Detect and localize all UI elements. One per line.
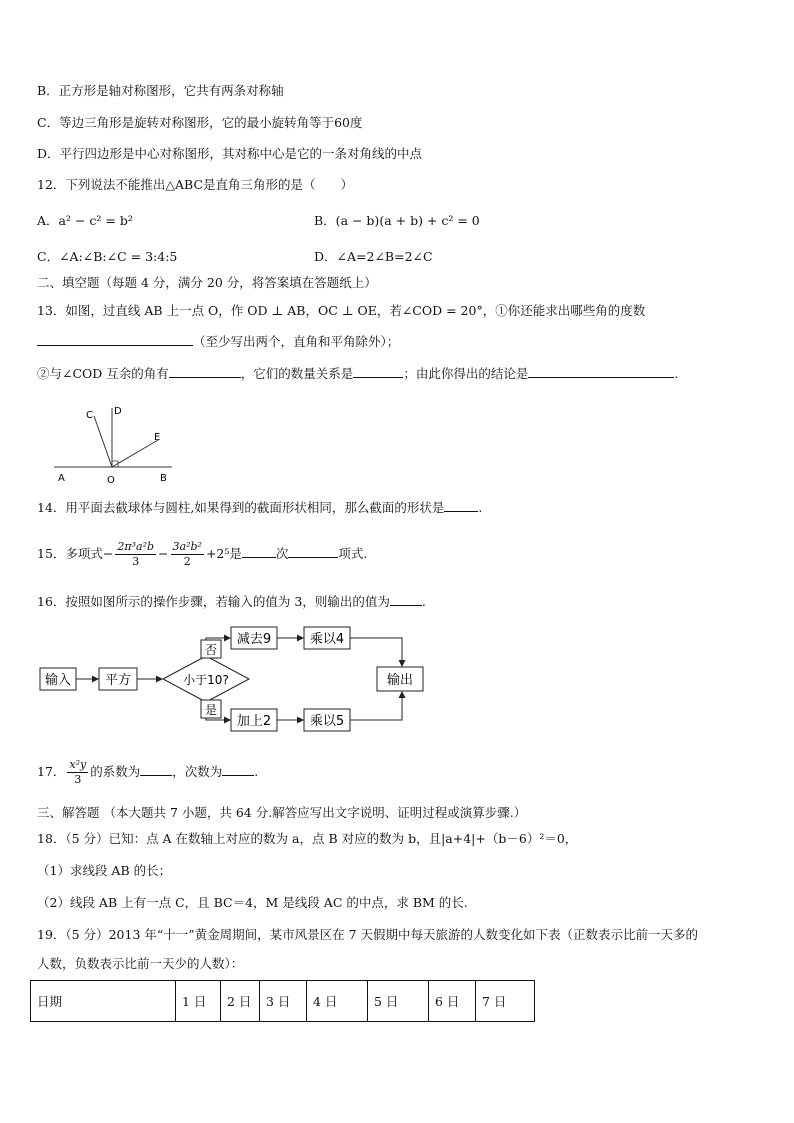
q13-line-2-text: （至少写出两个，直角和平角除外）； — [193, 334, 400, 349]
answer-blank — [222, 763, 254, 776]
label-a: A — [58, 473, 65, 484]
flow-yes-label: 是 — [204, 703, 218, 717]
q17-end: . — [254, 764, 259, 779]
table-row — [31, 981, 535, 1022]
q13-line-3d: . — [674, 366, 679, 381]
section-2-heading: 二、填空题（每题 4 分，满分 20 分，将答案填在答题纸上） — [37, 275, 377, 290]
q13-line-3b: ，它们的数量关系是 — [240, 366, 354, 381]
q16-flowchart — [30, 618, 430, 736]
table-cell: 7 日 — [476, 981, 535, 1022]
arrow — [350, 638, 402, 666]
label-d: D — [114, 406, 122, 417]
q19-line-2: 人数，负数表示比前一天少的人数）： — [37, 956, 244, 971]
section-3-heading: 三、解答题 （本大题共 7 小题，共 64 分.解答应写出文字说明、证明过程或演算步骤.） — [37, 805, 527, 820]
option-b: B．正方形是轴对称图形，它共有两条对称轴 — [37, 83, 284, 98]
q18-stem: 18．（5 分）已知：点 A 在数轴上对应的数为 a，点 B 对应的数为 b，且|a+4|+（b－6）²＝0， — [37, 831, 578, 846]
q13-line-2 — [37, 333, 399, 351]
q15-tail: +2⁵是 — [205, 546, 242, 561]
q15-end: 项式. — [338, 546, 368, 561]
fraction-numerator: 3a²b² — [172, 540, 202, 553]
ray-oc — [94, 416, 112, 467]
arrow — [350, 692, 402, 720]
fraction-numerator: x²y — [69, 758, 87, 771]
flow-no-label: 否 — [204, 643, 218, 657]
q14-text: 14．用平面去截球体与圆柱,如果得到的截面形状相同，那么截面的形状是 — [37, 500, 445, 515]
q19-table — [30, 980, 535, 1022]
fraction-denominator: 3 — [74, 773, 82, 786]
table-cell: 5 日 — [368, 981, 429, 1022]
table-cell: 2 日 — [221, 981, 260, 1022]
flow-sub9-label: 减去9 — [236, 632, 272, 647]
q13-line-3a: ②与∠COD 互余的角有 — [37, 366, 169, 381]
q16-end: . — [421, 594, 426, 609]
q12-option-b: B．(a − b)(a + b) + c² = 0 — [314, 213, 480, 228]
option-d: D．平行四边形是中心对称图形，其对称中心是它的一条对角线的中点 — [37, 146, 423, 161]
q16 — [37, 593, 426, 611]
label-c: C — [86, 410, 93, 421]
label-b: B — [160, 473, 167, 484]
q14 — [37, 499, 482, 517]
ray-oe — [112, 440, 158, 467]
q12-stem: 12．下列说法不能推出△ABC是直角三角形的是（ ） — [37, 177, 354, 192]
q14-end: . — [478, 500, 483, 515]
q15 — [37, 536, 367, 572]
answer-blank — [528, 365, 674, 378]
q18-part-2: （2）线段 AB 上有一点 C，且 BC＝4，M 是线段 AC 的中点，求 BM 的长. — [37, 895, 468, 910]
answer-blank — [390, 593, 422, 606]
flow-mul4-label: 乘以4 — [309, 632, 345, 647]
answer-blank — [242, 545, 276, 558]
q15-pre: 15．多项式 — [37, 546, 103, 561]
flow-output-label: 输出 — [386, 673, 414, 688]
answer-blank — [353, 365, 403, 378]
label-o: O — [107, 475, 115, 486]
flow-square-label: 平方 — [104, 673, 132, 688]
q12-option-a: A．a² − c² = b² — [37, 213, 133, 228]
q17-mid2: ，次数为 — [172, 764, 223, 779]
q18-part-1: （1）求线段 AB 的长； — [37, 863, 172, 878]
q15-fraction-2 — [171, 540, 204, 569]
answer-blank — [37, 333, 193, 346]
flow-input-label: 输入 — [44, 673, 72, 688]
fraction-denominator: 2 — [183, 555, 191, 568]
answer-blank — [169, 365, 241, 378]
q13-line-3 — [37, 365, 678, 383]
table-cell: 3 日 — [260, 981, 307, 1022]
answer-blank — [444, 499, 478, 512]
q13-line-3c: ；由此你得出的结论是 — [403, 366, 529, 381]
q17-pre: 17． — [37, 764, 66, 779]
q17 — [37, 754, 258, 790]
table-cell: 1 日 — [176, 981, 221, 1022]
answer-blank — [288, 545, 338, 558]
q17-mid: 的系数为 — [90, 764, 141, 779]
label-e: E — [154, 432, 161, 443]
flow-decision-label: 小于10? — [183, 673, 229, 687]
q15-fraction-1 — [115, 540, 156, 569]
q15-mid: 次 — [275, 546, 289, 561]
fraction-denominator: 3 — [132, 555, 140, 568]
flow-add2-label: 加上2 — [236, 714, 272, 729]
q13-line-1: 13．如图，过直线 AB 上一点 O，作 OD ⊥ AB，OC ⊥ OE，若∠COD = 20°，①你还能求出哪些角的度数 — [37, 303, 646, 318]
table-cell: 4 日 — [307, 981, 368, 1022]
minus-sign: − — [102, 546, 114, 561]
q15-minus: − — [158, 546, 169, 561]
q17-fraction — [67, 758, 88, 787]
flow-mul5-label: 乘以5 — [309, 714, 345, 729]
q16-text: 16．按照如图所示的操作步骤，若输入的值为 3，则输出的值为 — [37, 594, 390, 609]
table-cell: 6 日 — [429, 981, 476, 1022]
answer-blank — [140, 763, 172, 776]
option-c: C．等边三角形是旋转对称图形，它的最小旋转角等于60度 — [37, 115, 363, 130]
q13-angle-figure — [50, 400, 180, 486]
q12-option-d: D．∠A=2∠B=2∠C — [314, 249, 433, 264]
fraction-numerator: 2π³a²b — [117, 540, 155, 553]
q19-line-1: 19．（5 分）2013 年“十一”黄金周期间，某市风景区在 7 天假期中每天旅游的人数变化如下表（正数表示比前一天多的 — [37, 927, 699, 942]
q12-option-c: C．∠A:∠B:∠C = 3:4:5 — [37, 249, 178, 264]
table-cell: 日期 — [31, 981, 176, 1022]
